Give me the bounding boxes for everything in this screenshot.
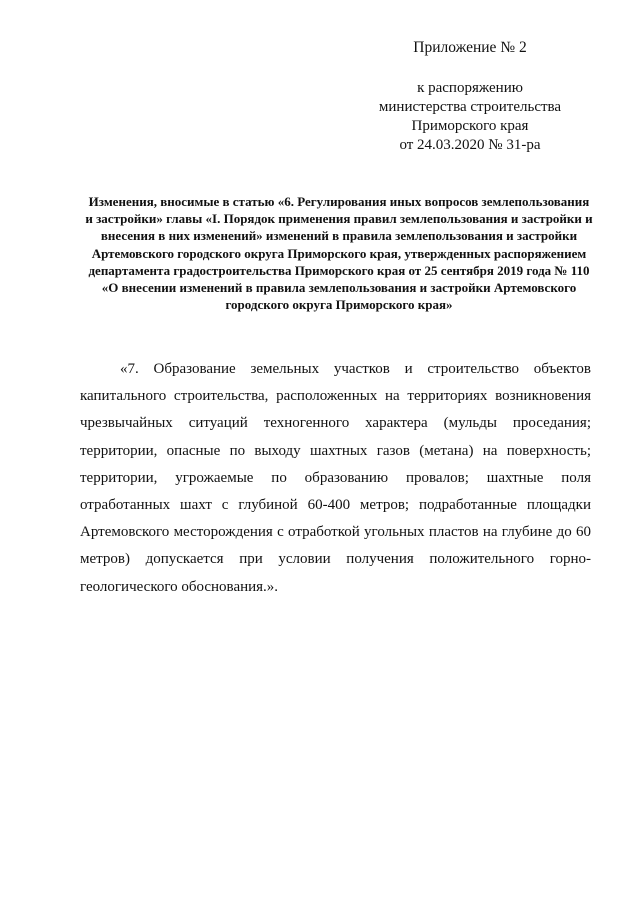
annex-title: Приложение № 2 [413, 39, 527, 56]
annex-line-date: от 24.03.2020 № 31-ра [399, 137, 541, 153]
annex-line-ministry: министерства строительства [378, 99, 562, 115]
body-paragraph: «7. Образование земельных участков и строительство объектов капитального строительства, расположенных на территориях возникновения чрезвычайных ситуаций техногенного характера (мульды проседания; территории, опасные по выходу шахтных газов (метана) на поверхность; территории, угрожаемые по образованию провалов; шахтные поля отработанных шахт с глубиной 60-400 метров; подработанные площадки Артемовского месторождения с отработкой угольных пластов на глубине до 60 метров) допускается при условии получения положительного горно-геологического обоснования.». [80, 361, 591, 595]
annex-block [370, 38, 570, 155]
annex-line-order: к распоряжению [417, 80, 523, 96]
annex-line-region: Приморского края [411, 118, 529, 134]
document-heading: Изменения, вносимые в статью «6. Регулирования иных вопросов землепользования и застройки» главы «I. Порядок применения правил землепользования и застройки и внесения в них изменений» изменений в правила землепользования и застройки Артемовского городского округа Приморского края, утвержденных распоряжением департамента градостроительства Приморского края от 25 сентября 2019 года № 110 «О внесении изменений в правила землепользования и застройки Артемовского городского округа Приморского края» [85, 194, 593, 313]
